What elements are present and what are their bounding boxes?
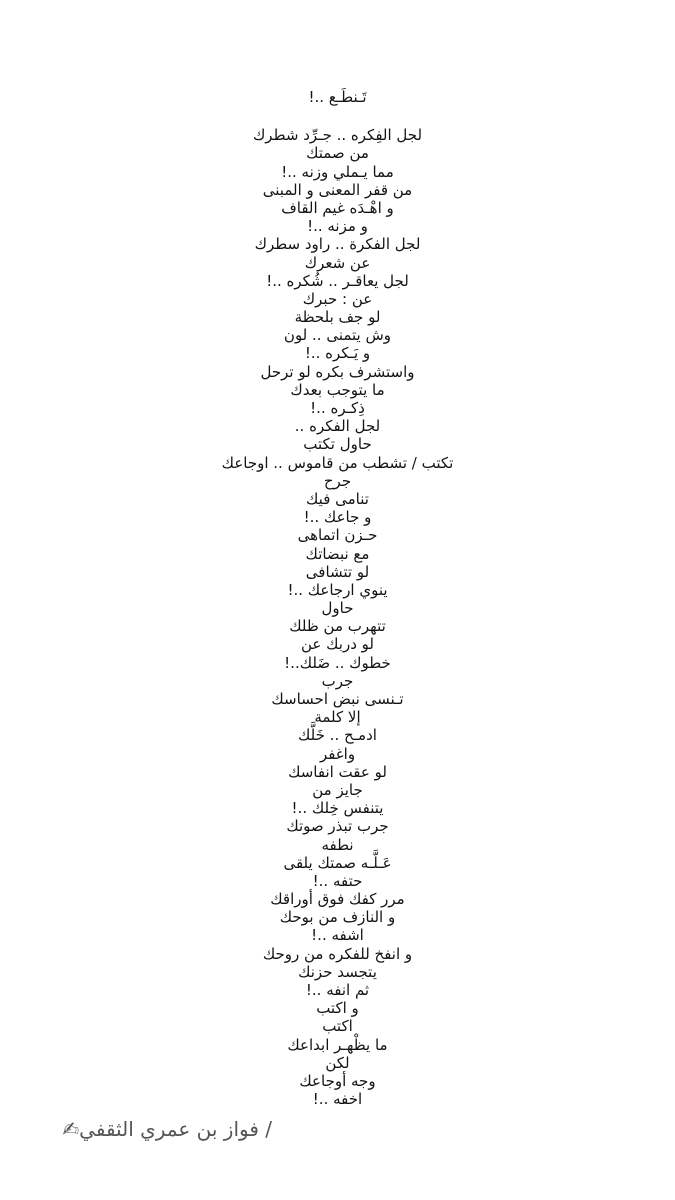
- poem-line: اكتب: [322, 1017, 353, 1036]
- poem-line: حاول تكتب: [303, 435, 372, 454]
- poem-line: ينوي ارجاعك ..!: [287, 580, 388, 599]
- poem: [0, 88, 675, 1108]
- poem-line: اخفه ..!: [312, 1090, 363, 1109]
- poem-line: جرب تبذر صوتك: [286, 817, 389, 836]
- poem-line: ما يتوجب بعدك: [290, 380, 385, 399]
- poem-line: عَـلَّـه صمتك يلقى: [283, 853, 392, 872]
- poem-line: مما يـملي وزنه ..!: [281, 162, 394, 181]
- poem-line: مع نبضاتك: [305, 544, 370, 563]
- poem-line: عن شعرك: [304, 253, 371, 272]
- poem-lines: [0, 126, 675, 1108]
- poem-line: نطفه: [321, 835, 354, 854]
- poem-line: لجل يعاقـر .. شُكره ..!: [266, 271, 409, 290]
- poem-line: و يَـكره ..!: [304, 344, 371, 363]
- poem-line: ادمـح .. خَلَّك: [298, 726, 377, 745]
- poem-line: عن : حبرك: [302, 289, 373, 308]
- poem-line: واستشرف بكره لو ترحل: [260, 362, 415, 381]
- poem-line: ما يظْهـر ابداعك: [287, 1035, 388, 1054]
- poem-line: لجل الفِكره .. جـرِّد شطرك: [252, 126, 423, 145]
- poem-line: لو تتشافى: [305, 562, 370, 581]
- poem-line: و جاعك ..!: [303, 508, 372, 527]
- poem-line: واغفر: [319, 744, 356, 763]
- poem-line: تكتب / تشطب من قاموس .. اوجاعك: [221, 453, 454, 472]
- author-signature: [62, 1115, 272, 1143]
- poem-line: جايز من: [312, 780, 363, 799]
- poem-line: لو جف بلحظة: [294, 308, 381, 327]
- poem-line: حاول: [321, 599, 354, 618]
- poem-line: من صمتك: [306, 144, 369, 163]
- poem-line: يتجسد حزنك: [298, 962, 377, 981]
- poem-line: و النازف من بوحك: [279, 908, 396, 927]
- poem-line: ذِكـره ..!: [310, 399, 365, 417]
- poem-line: إلا كلمة: [314, 708, 361, 727]
- poem-line: جرح: [323, 471, 352, 490]
- poem-line: تتهرب من ظلك: [289, 617, 386, 636]
- poem-line: ثم انفه ..!: [305, 981, 370, 999]
- poem-line: و اهْـدَه غيم القاف: [281, 198, 394, 217]
- poem-line: لو دربك عن: [301, 635, 374, 654]
- poem-line: حتفه ..!: [312, 871, 363, 890]
- poem-line: لكن: [325, 1053, 350, 1072]
- poem-line: تـنسى نبض احساسك: [271, 690, 404, 708]
- poem-line: يتنفس خِلك ..!: [291, 799, 384, 818]
- author-name: / فواز بن عمري الثقفي: [79, 1117, 272, 1141]
- poem-line: مرر كفك فوق أوراقك: [270, 890, 405, 909]
- poem-line: وجه أوجاعك: [299, 1071, 376, 1090]
- poem-line: اشفه ..!: [311, 926, 364, 945]
- poem-title: تَـنطَـع ..!: [308, 88, 367, 106]
- writing-hand-icon: ✍: [62, 1117, 80, 1141]
- poem-line: لجل الفكرة .. راود سطرك: [254, 235, 421, 254]
- poem-line: حـزن اتماهى: [297, 526, 378, 545]
- poem-line: لو عقت انفاسك: [288, 762, 387, 781]
- poem-line: جرب: [321, 671, 354, 690]
- poem-line: و اكتب: [316, 999, 359, 1018]
- poem-line: خطوك .. ضَلك..!: [284, 653, 391, 672]
- poem-line: وش يتمنى .. لون: [283, 326, 392, 345]
- poem-line: تنامى فيك: [306, 489, 369, 508]
- poem-line: و انفخ للفكره من روحك: [262, 944, 413, 963]
- poem-line: لجل الفكره ..: [294, 417, 381, 436]
- poem-line: من قفر المعنى و المبنى: [262, 180, 413, 199]
- poem-line: و مزنه ..!: [307, 217, 368, 236]
